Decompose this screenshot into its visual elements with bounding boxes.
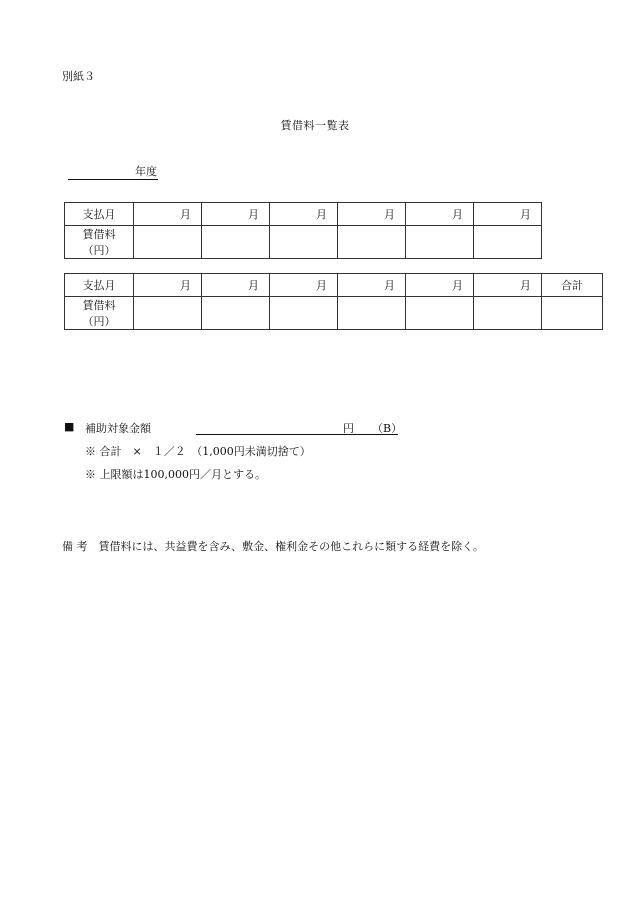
rent-amount-cell[interactable] [270, 226, 338, 259]
month-cell: 月 [202, 274, 270, 297]
rent-amount-cell[interactable] [406, 297, 474, 330]
rent-amount-cell[interactable] [134, 297, 202, 330]
page-title: 賃借料一覧表 [280, 119, 350, 132]
subsidy-yen-unit: 円 [343, 422, 354, 435]
remarks: 備 考 賃借料には、共益費を含み、敷金、権利金その他これらに類する経費を除く。 [62, 540, 484, 553]
rent-amount-label: 賃借料（円） [65, 297, 134, 330]
payment-month-header: 支払月 [65, 274, 134, 297]
month-cell: 月 [134, 274, 202, 297]
subsidy-amount-field[interactable] [196, 420, 398, 435]
rent-amount-cell[interactable] [134, 226, 202, 259]
payment-month-header: 支払月 [65, 203, 134, 226]
rent-amount-cell[interactable] [338, 297, 406, 330]
fiscal-year-blank[interactable] [68, 167, 134, 180]
rent-amount-cell[interactable] [270, 297, 338, 330]
rent-amount-cell[interactable] [474, 226, 542, 259]
month-cell: 月 [270, 274, 338, 297]
month-cell: 月 [406, 274, 474, 297]
rent-amount-cell[interactable] [202, 297, 270, 330]
subsidy-amount-label: 補助対象金額 [85, 422, 151, 435]
rent-table-2 [64, 273, 603, 330]
month-cell: 月 [134, 203, 202, 226]
month-cell: 月 [338, 274, 406, 297]
rent-amount-cell[interactable] [202, 226, 270, 259]
subsidy-note-calculation: ※ 合計 × １／２ （1,000円未満切捨て） [85, 445, 311, 458]
rent-amount-cell[interactable] [338, 226, 406, 259]
table-row [65, 274, 603, 297]
month-cell: 月 [338, 203, 406, 226]
subsidy-code: （B） [372, 422, 403, 435]
month-cell: 月 [474, 274, 542, 297]
attachment-label: 別紙３ [62, 70, 95, 83]
rent-amount-label: 賃借料（円） [65, 226, 134, 259]
month-cell: 月 [202, 203, 270, 226]
fiscal-year-label: 年度 [135, 165, 157, 178]
month-cell: 月 [474, 203, 542, 226]
subsidy-note-limit: ※ 上限額は100,000円／月とする。 [85, 468, 266, 481]
table-row [65, 297, 603, 330]
rent-amount-cell[interactable] [474, 297, 542, 330]
table-row [65, 226, 542, 259]
total-header: 合計 [542, 274, 603, 297]
rent-amount-cell[interactable] [406, 226, 474, 259]
table-row [65, 203, 542, 226]
fiscal-year-field [68, 163, 158, 180]
square-bullet-icon: ■ [64, 420, 75, 433]
month-cell: 月 [406, 203, 474, 226]
month-cell: 月 [270, 203, 338, 226]
rent-total-cell[interactable] [542, 297, 603, 330]
rent-table-1 [64, 202, 542, 259]
